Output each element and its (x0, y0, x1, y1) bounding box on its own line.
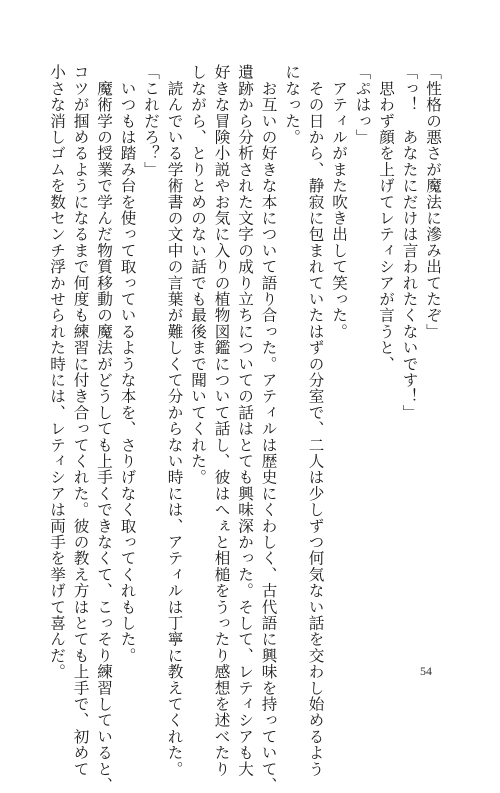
text-line: コツが掴めるようになるまで何度も練習に付き合ってくれた。彼の教え方はとても上手で、初めて (71, 64, 90, 777)
text-line: 遺跡から分析された文字の成り立ちについての話はとても興味深かった。そして、レティシアも大 (236, 64, 254, 777)
page-number: 54 (420, 664, 432, 678)
text-line: 「これだろ？」 (142, 64, 160, 178)
text-line: 小さな消しゴムを数センチ浮かせられた時には、レティシアは両手を挙げて喜んだ。 (48, 64, 66, 680)
text-line: になった。 (283, 64, 301, 145)
text-line: 思わず顔を上げてレティシアが言うと、 (377, 64, 395, 372)
text-line: 「ぷはっ」 (353, 64, 372, 145)
text-line: 読んでいる学術書の文中の言葉が難しくて分からない時には、アティルは丁寧に教えてくれた。 (165, 64, 184, 777)
text-line: 魔術学の授業で学んだ物質移動の魔法がどうしても上手くできなくて、こっそり練習していると、 (95, 64, 113, 793)
text-line: 好きな冒険小説やお気に入りの植物図鑑について話し、彼はへぇと相槌をうったり感想を述べたり (212, 64, 231, 777)
text-line: その日から、静寂に包まれていたはずの分室で、二人は少しずつ何気ない話を交わし始めるよう (306, 64, 325, 777)
text-line: 「っ！ あなたにだけは言われたくないです！」 (400, 64, 419, 421)
text-line: 「性格の悪さが魔法に滲み出てたぞ」 (424, 64, 442, 340)
text-line: しながら、とりとめのない話でも最後まで聞いてくれた。 (189, 64, 207, 486)
text-line: いつもは踏み台を使って取っているような本を、さりげなく取ってくれもした。 (118, 64, 137, 664)
text-line: お互いの好きな本について語り合った。アティルは歴史にくわしく、古代語に興味を持っていて、 (259, 64, 278, 793)
text-line: アティルがまた吹き出して笑った。 (330, 64, 348, 340)
